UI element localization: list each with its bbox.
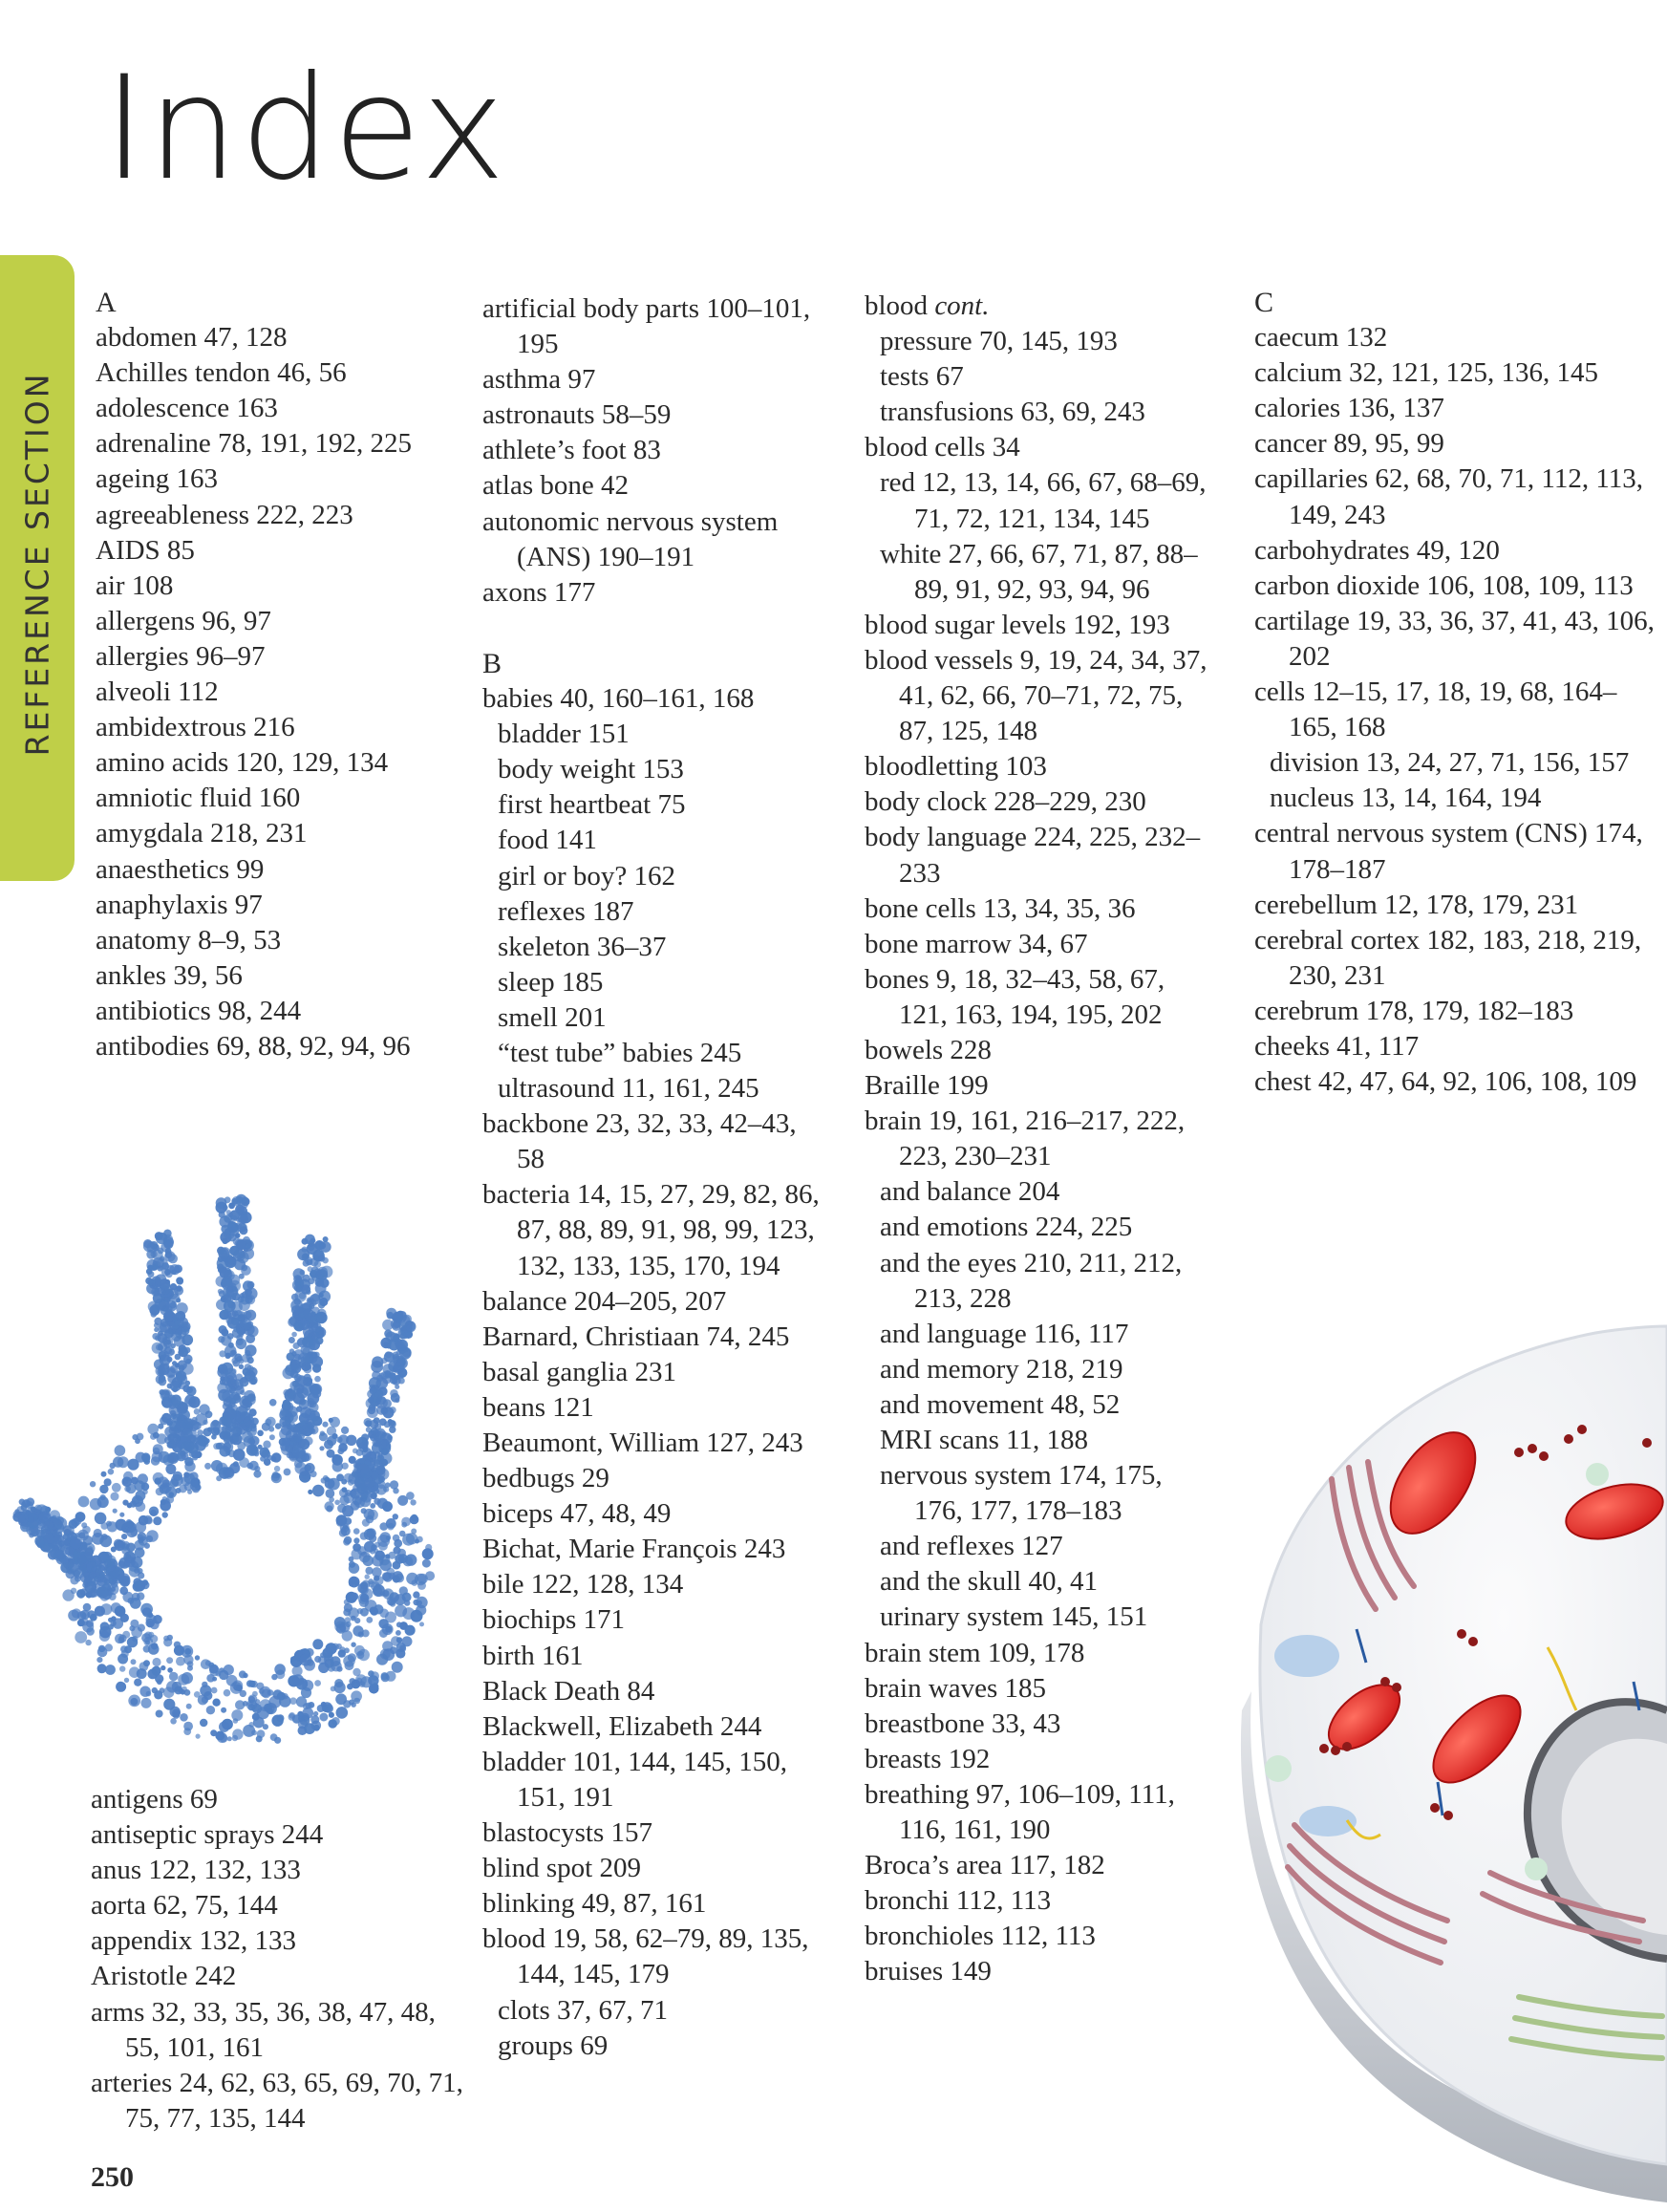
index-entry: body clock 228–229, 230 xyxy=(865,786,1146,818)
page-title: Index xyxy=(103,46,507,212)
index-subentry: and the skull 40, 41 xyxy=(880,1566,1098,1598)
cell-illustration xyxy=(1232,1261,1667,2212)
index-entry: capillaries 62, 68, 70, 71, 112, 113, 149, 243 xyxy=(1254,463,1644,530)
index-entry: breasts 192 xyxy=(865,1743,991,1774)
index-entry: breastbone 33, 43 xyxy=(865,1707,1061,1739)
index-entry: bedbugs 29 xyxy=(482,1463,609,1494)
index-subentry: skeleton 36–37 xyxy=(498,931,667,962)
index-entry: anatomy 8–9, 53 xyxy=(96,924,282,956)
index-subentry: division 13, 24, 27, 71, 156, 157 xyxy=(1270,747,1630,779)
index-subentry: and emotions 224, 225 xyxy=(880,1212,1133,1243)
index-entry: central nervous system (CNS) 174, 178–187 xyxy=(1254,818,1643,885)
index-entry: birth 161 xyxy=(482,1640,584,1671)
index-entry: axons 177 xyxy=(482,576,596,608)
index-subentry: reflexes 187 xyxy=(498,895,634,927)
index-subentry: and memory 218, 219 xyxy=(880,1353,1123,1385)
index-entry: bacteria 14, 15, 27, 29, 82, 86, 87, 88, 89, 91, 98, 99, 123, 132, 133, 135, 170, 194 xyxy=(482,1179,820,1281)
index-entry: appendix 132, 133 xyxy=(91,1925,297,1957)
index-entry: chest 42, 47, 64, 92, 106, 108, 109 xyxy=(1254,1066,1637,1098)
index-entry: ankles 39, 56 xyxy=(96,959,243,991)
index-continued-heading: blood cont. xyxy=(865,290,990,321)
index-entry: blastocysts 157 xyxy=(482,1817,653,1849)
index-subentry: body weight 153 xyxy=(498,754,684,785)
index-subentry: transfusions 63, 69, 243 xyxy=(880,397,1145,428)
index-subentry: nervous system 174, 175, 176, 177, 178–183 xyxy=(880,1460,1163,1527)
index-entry: caecum 132 xyxy=(1254,322,1388,354)
index-entry: bone cells 13, 34, 35, 36 xyxy=(865,892,1136,924)
index-entry: bones 9, 18, 32–43, 58, 67, 121, 163, 194, 195, 202 xyxy=(865,963,1165,1030)
index-entry: AIDS 85 xyxy=(96,534,195,566)
index-entry: carbon dioxide 106, 108, 109, 113 xyxy=(1254,569,1634,601)
index-subentry: bladder 151 xyxy=(498,719,630,750)
side-tab-label: REFERENCE SECTION xyxy=(18,371,56,757)
index-entry: blood sugar levels 192, 193 xyxy=(865,609,1170,640)
index-entry: blinking 49, 87, 161 xyxy=(482,1888,707,1920)
index-subentry: smell 201 xyxy=(498,1001,607,1033)
index-letter-heading: A xyxy=(96,287,117,318)
index-entry: bronchi 112, 113 xyxy=(865,1885,1052,1917)
index-column-d xyxy=(1254,285,1656,1100)
index-entry: antiseptic sprays 244 xyxy=(91,1819,324,1851)
index-subentry: “test tube” babies 245 xyxy=(498,1037,742,1068)
index-entry: Achilles tendon 46, 56 xyxy=(96,357,347,389)
index-entry: adrenaline 78, 191, 192, 225 xyxy=(96,428,413,460)
index-entry: brain 19, 161, 216–217, 222, 223, 230–231 xyxy=(865,1106,1186,1172)
index-entry: calcium 32, 121, 125, 136, 145 xyxy=(1254,357,1599,389)
index-entry: biochips 171 xyxy=(482,1604,626,1636)
index-entry: ambidextrous 216 xyxy=(96,712,295,743)
index-subentry: white 27, 66, 67, 71, 87, 88–89, 91, 92, 93, 94, 96 xyxy=(880,538,1198,605)
index-entry: Blackwell, Elizabeth 244 xyxy=(482,1710,762,1742)
index-entry: alveoli 112 xyxy=(96,676,219,708)
index-entry: bloodletting 103 xyxy=(865,751,1047,783)
index-entry: Braille 199 xyxy=(865,1070,989,1102)
index-entry: allergies 96–97 xyxy=(96,640,266,672)
index-entry: Bichat, Marie François 243 xyxy=(482,1534,786,1565)
index-letter-heading: C xyxy=(1254,287,1274,318)
index-entry: arms 32, 33, 35, 36, 38, 47, 48, 55, 101, 161 xyxy=(91,1996,436,2063)
handprint-image xyxy=(0,1142,473,1763)
index-entry: amino acids 120, 129, 134 xyxy=(96,747,389,779)
index-subentry: and reflexes 127 xyxy=(880,1531,1063,1562)
index-entry: bone marrow 34, 67 xyxy=(865,928,1088,959)
index-entry: blind spot 209 xyxy=(482,1853,641,1884)
index-entry: bruises 149 xyxy=(865,1956,992,1987)
index-subentry: and movement 48, 52 xyxy=(880,1388,1121,1420)
index-entry: antibiotics 98, 244 xyxy=(96,995,302,1026)
index-subentry: food 141 xyxy=(498,825,597,856)
page-number: 250 xyxy=(91,2161,134,2193)
index-subentry: red 12, 13, 14, 66, 67, 68–69, 71, 72, 121, 134, 145 xyxy=(880,467,1207,534)
index-entry: cheeks 41, 117 xyxy=(1254,1030,1420,1062)
index-entry: brain stem 109, 178 xyxy=(865,1637,1085,1668)
index-spacer xyxy=(482,611,826,646)
index-entry: balance 204–205, 207 xyxy=(482,1285,727,1317)
index-column-b xyxy=(482,291,826,2064)
index-entry: arteries 24, 62, 63, 65, 69, 70, 71, 75, 77, 135, 144 xyxy=(91,2067,463,2134)
index-entry: bladder 101, 144, 145, 150, 151, 191 xyxy=(482,1746,787,1813)
index-entry: amygdala 218, 231 xyxy=(96,818,308,849)
index-entry: cerebellum 12, 178, 179, 231 xyxy=(1254,889,1579,920)
index-entry: air 108 xyxy=(96,569,174,601)
index-entry: blood vessels 9, 19, 24, 34, 37, 41, 62, 66, 70–71, 72, 75, 87, 125, 148 xyxy=(865,644,1208,747)
index-entry: adolescence 163 xyxy=(96,393,278,424)
index-column-c xyxy=(865,289,1208,1990)
index-entry: anaphylaxis 97 xyxy=(96,889,263,920)
index-entry: cartilage 19, 33, 36, 37, 41, 43, 106, 202 xyxy=(1254,605,1655,672)
index-subentry: sleep 185 xyxy=(498,966,604,998)
index-subentry: ultrasound 11, 161, 245 xyxy=(498,1073,759,1105)
index-entry: artificial body parts 100–101, 195 xyxy=(482,293,811,360)
index-subentry: first heartbeat 75 xyxy=(498,789,686,821)
index-entry: brain waves 185 xyxy=(865,1672,1047,1704)
index-column-a-top xyxy=(96,285,468,1064)
index-subentry: groups 69 xyxy=(498,2029,609,2061)
index-entry: basal ganglia 231 xyxy=(482,1356,676,1387)
index-entry: ageing 163 xyxy=(96,463,219,495)
index-entry: anus 122, 132, 133 xyxy=(91,1855,301,1886)
index-entry: Broca’s area 117, 182 xyxy=(865,1850,1105,1881)
index-entry: allergens 96, 97 xyxy=(96,605,271,636)
index-entry: aorta 62, 75, 144 xyxy=(91,1890,278,1922)
index-entry: athlete’s foot 83 xyxy=(482,435,661,466)
index-entry: blood cells 34 xyxy=(865,432,1020,463)
index-column-a-bottom xyxy=(91,1782,473,2137)
index-entry: biceps 47, 48, 49 xyxy=(482,1498,672,1530)
index-entry: atlas bone 42 xyxy=(482,470,630,502)
index-entry: bile 122, 128, 134 xyxy=(482,1569,684,1600)
index-entry: Aristotle 242 xyxy=(91,1961,237,1992)
index-entry: anaesthetics 99 xyxy=(96,853,265,885)
index-subentry: clots 37, 67, 71 xyxy=(498,1994,669,2026)
index-subentry: and balance 204 xyxy=(880,1176,1060,1208)
index-entry: Black Death 84 xyxy=(482,1675,655,1707)
index-entry: Barnard, Christiaan 74, 245 xyxy=(482,1321,790,1352)
index-letter-heading: B xyxy=(482,647,502,679)
index-entry: antigens 69 xyxy=(91,1784,218,1815)
index-entry: antibodies 69, 88, 92, 94, 96 xyxy=(96,1030,411,1062)
index-subentry: MRI scans 11, 188 xyxy=(880,1425,1089,1455)
index-entry: beans 121 xyxy=(482,1391,594,1423)
index-subentry: girl or boy? 162 xyxy=(498,860,676,891)
index-subentry: and the eyes 210, 211, 212, 213, 228 xyxy=(880,1247,1183,1314)
index-entry: bowels 228 xyxy=(865,1034,992,1065)
index-entry: asthma 97 xyxy=(482,364,596,396)
index-entry: breathing 97, 106–109, 111, 116, 161, 190 xyxy=(865,1778,1175,1846)
index-entry: cells 12–15, 17, 18, 19, 68, 164–165, 168 xyxy=(1254,676,1617,743)
index-subentry: urinary system 145, 151 xyxy=(880,1601,1148,1633)
index-subentry: tests 67 xyxy=(880,361,964,393)
index-entry: amniotic fluid 160 xyxy=(96,783,301,814)
index-entry: carbohydrates 49, 120 xyxy=(1254,534,1500,566)
index-entry: cerebrum 178, 179, 182–183 xyxy=(1254,995,1574,1026)
index-entry: blood 19, 58, 62–79, 89, 135, 144, 145, 179 xyxy=(482,1923,809,1990)
index-entry: abdomen 47, 128 xyxy=(96,322,288,354)
index-subentry: nucleus 13, 14, 164, 194 xyxy=(1270,783,1542,814)
index-entry: cerebral cortex 182, 183, 218, 219, 230, 231 xyxy=(1254,924,1642,991)
index-entry: babies 40, 160–161, 168 xyxy=(482,683,755,715)
index-entry: autonomic nervous system (ANS) 190–191 xyxy=(482,505,779,572)
index-entry: Beaumont, William 127, 243 xyxy=(482,1428,803,1458)
index-entry: cancer 89, 95, 99 xyxy=(1254,428,1444,460)
index-entry: backbone 23, 32, 33, 42–43, 58 xyxy=(482,1108,797,1175)
index-entry: astronauts 58–59 xyxy=(482,399,672,431)
index-entry: agreeableness 222, 223 xyxy=(96,499,353,530)
index-subentry: pressure 70, 145, 193 xyxy=(880,326,1118,357)
index-entry: calories 136, 137 xyxy=(1254,393,1444,424)
index-subentry: and language 116, 117 xyxy=(880,1318,1129,1349)
index-entry: body language 224, 225, 232–233 xyxy=(865,822,1201,889)
index-entry: bronchioles 112, 113 xyxy=(865,1921,1096,1952)
